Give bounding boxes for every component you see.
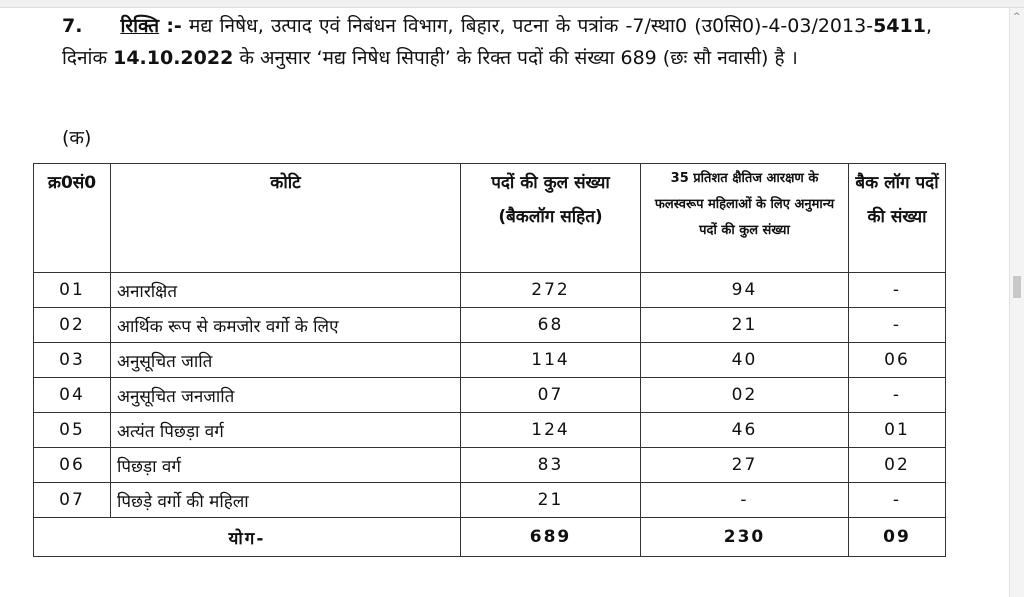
cell-total: 272 xyxy=(461,273,641,308)
cell-backlog: 02 xyxy=(849,448,946,483)
window-top-bar xyxy=(0,0,1024,8)
cell-category: आर्थिक रूप से कमजोर वर्गो के लिए xyxy=(111,308,461,343)
separator: :- xyxy=(166,15,182,37)
header-total-posts: पदों की कुल संख्या (बैकलॉग सहित) xyxy=(461,164,641,273)
header-category: कोटि xyxy=(111,164,461,273)
table-row xyxy=(34,308,946,343)
table-row xyxy=(34,378,946,413)
section-heading: रिक्ति xyxy=(120,15,160,37)
header-women-posts: 35 प्रतिशत क्षैतिज आरक्षण के फलस्वरूप महिलाओं के लिए अनुमान्य पदों की कुल संख्या xyxy=(641,164,849,273)
section-number: 7. xyxy=(62,15,83,37)
cell-women: - xyxy=(641,483,849,518)
cell-backlog: - xyxy=(849,273,946,308)
cell-women: 40 xyxy=(641,343,849,378)
scrollbar-thumb[interactable] xyxy=(1013,276,1021,298)
cell-category: पिछड़े वर्गो की महिला xyxy=(111,483,461,518)
cell-women: 21 xyxy=(641,308,849,343)
cell-backlog: - xyxy=(849,483,946,518)
table-row xyxy=(34,483,946,518)
cell-total: 07 xyxy=(461,378,641,413)
cell-category: अत्यंत पिछड़ा वर्ग xyxy=(111,413,461,448)
table-row xyxy=(34,273,946,308)
table-header-row xyxy=(34,164,946,273)
header-backlog: बैक लॉग पदों की संख्या xyxy=(849,164,946,273)
letter-number: 5411 xyxy=(873,15,926,37)
vacancy-table xyxy=(33,163,946,557)
cell-women: 02 xyxy=(641,378,849,413)
cell-women: 46 xyxy=(641,413,849,448)
cell-backlog: 01 xyxy=(849,413,946,448)
cell-serial: 04 xyxy=(34,378,111,413)
cell-total: 124 xyxy=(461,413,641,448)
scroll-up-arrow-icon[interactable]: ^ xyxy=(1013,12,1021,22)
vertical-scrollbar[interactable] xyxy=(1009,8,1024,597)
total-women: 230 xyxy=(641,518,849,557)
cell-backlog: 06 xyxy=(849,343,946,378)
cell-total: 68 xyxy=(461,308,641,343)
cell-serial: 02 xyxy=(34,308,111,343)
cell-backlog: - xyxy=(849,378,946,413)
cell-total: 83 xyxy=(461,448,641,483)
cell-women: 94 xyxy=(641,273,849,308)
header-serial: क्र0सं0 xyxy=(34,164,111,273)
cell-total: 114 xyxy=(461,343,641,378)
cell-category: पिछड़ा वर्ग xyxy=(111,448,461,483)
table-total-row xyxy=(34,518,946,557)
paragraph-text-3: के अनुसार ‘मद्य निषेध सिपाही’ के रिक्त पदों की संख्या 689 (छः सौ नवासी) है । xyxy=(233,47,798,69)
cell-category: अनुसूचित जनजाति xyxy=(111,378,461,413)
vacancy-paragraph xyxy=(62,10,932,74)
total-posts: 689 xyxy=(461,518,641,557)
total-label: योग- xyxy=(34,518,461,557)
cell-women: 27 xyxy=(641,448,849,483)
table-row xyxy=(34,343,946,378)
cell-serial: 03 xyxy=(34,343,111,378)
sub-label: (क) xyxy=(62,127,92,149)
table-row xyxy=(34,413,946,448)
paragraph-text-1: मद्य निषेध, उत्पाद एवं निबंधन विभाग, बिहार, पटना के पत्रांक -7/स्था0 (उ0सि0)-4-03/2013- xyxy=(189,15,874,37)
table-row xyxy=(34,448,946,483)
cell-serial: 07 xyxy=(34,483,111,518)
cell-serial: 05 xyxy=(34,413,111,448)
cell-category: अनुसूचित जाति xyxy=(111,343,461,378)
cell-serial: 01 xyxy=(34,273,111,308)
cell-total: 21 xyxy=(461,483,641,518)
cell-serial: 06 xyxy=(34,448,111,483)
cell-backlog: - xyxy=(849,308,946,343)
total-backlog: 09 xyxy=(849,518,946,557)
paragraph-text-2: , दिनांक xyxy=(62,15,932,69)
cell-category: अनारक्षित xyxy=(111,273,461,308)
letter-date: 14.10.2022 xyxy=(113,47,234,69)
